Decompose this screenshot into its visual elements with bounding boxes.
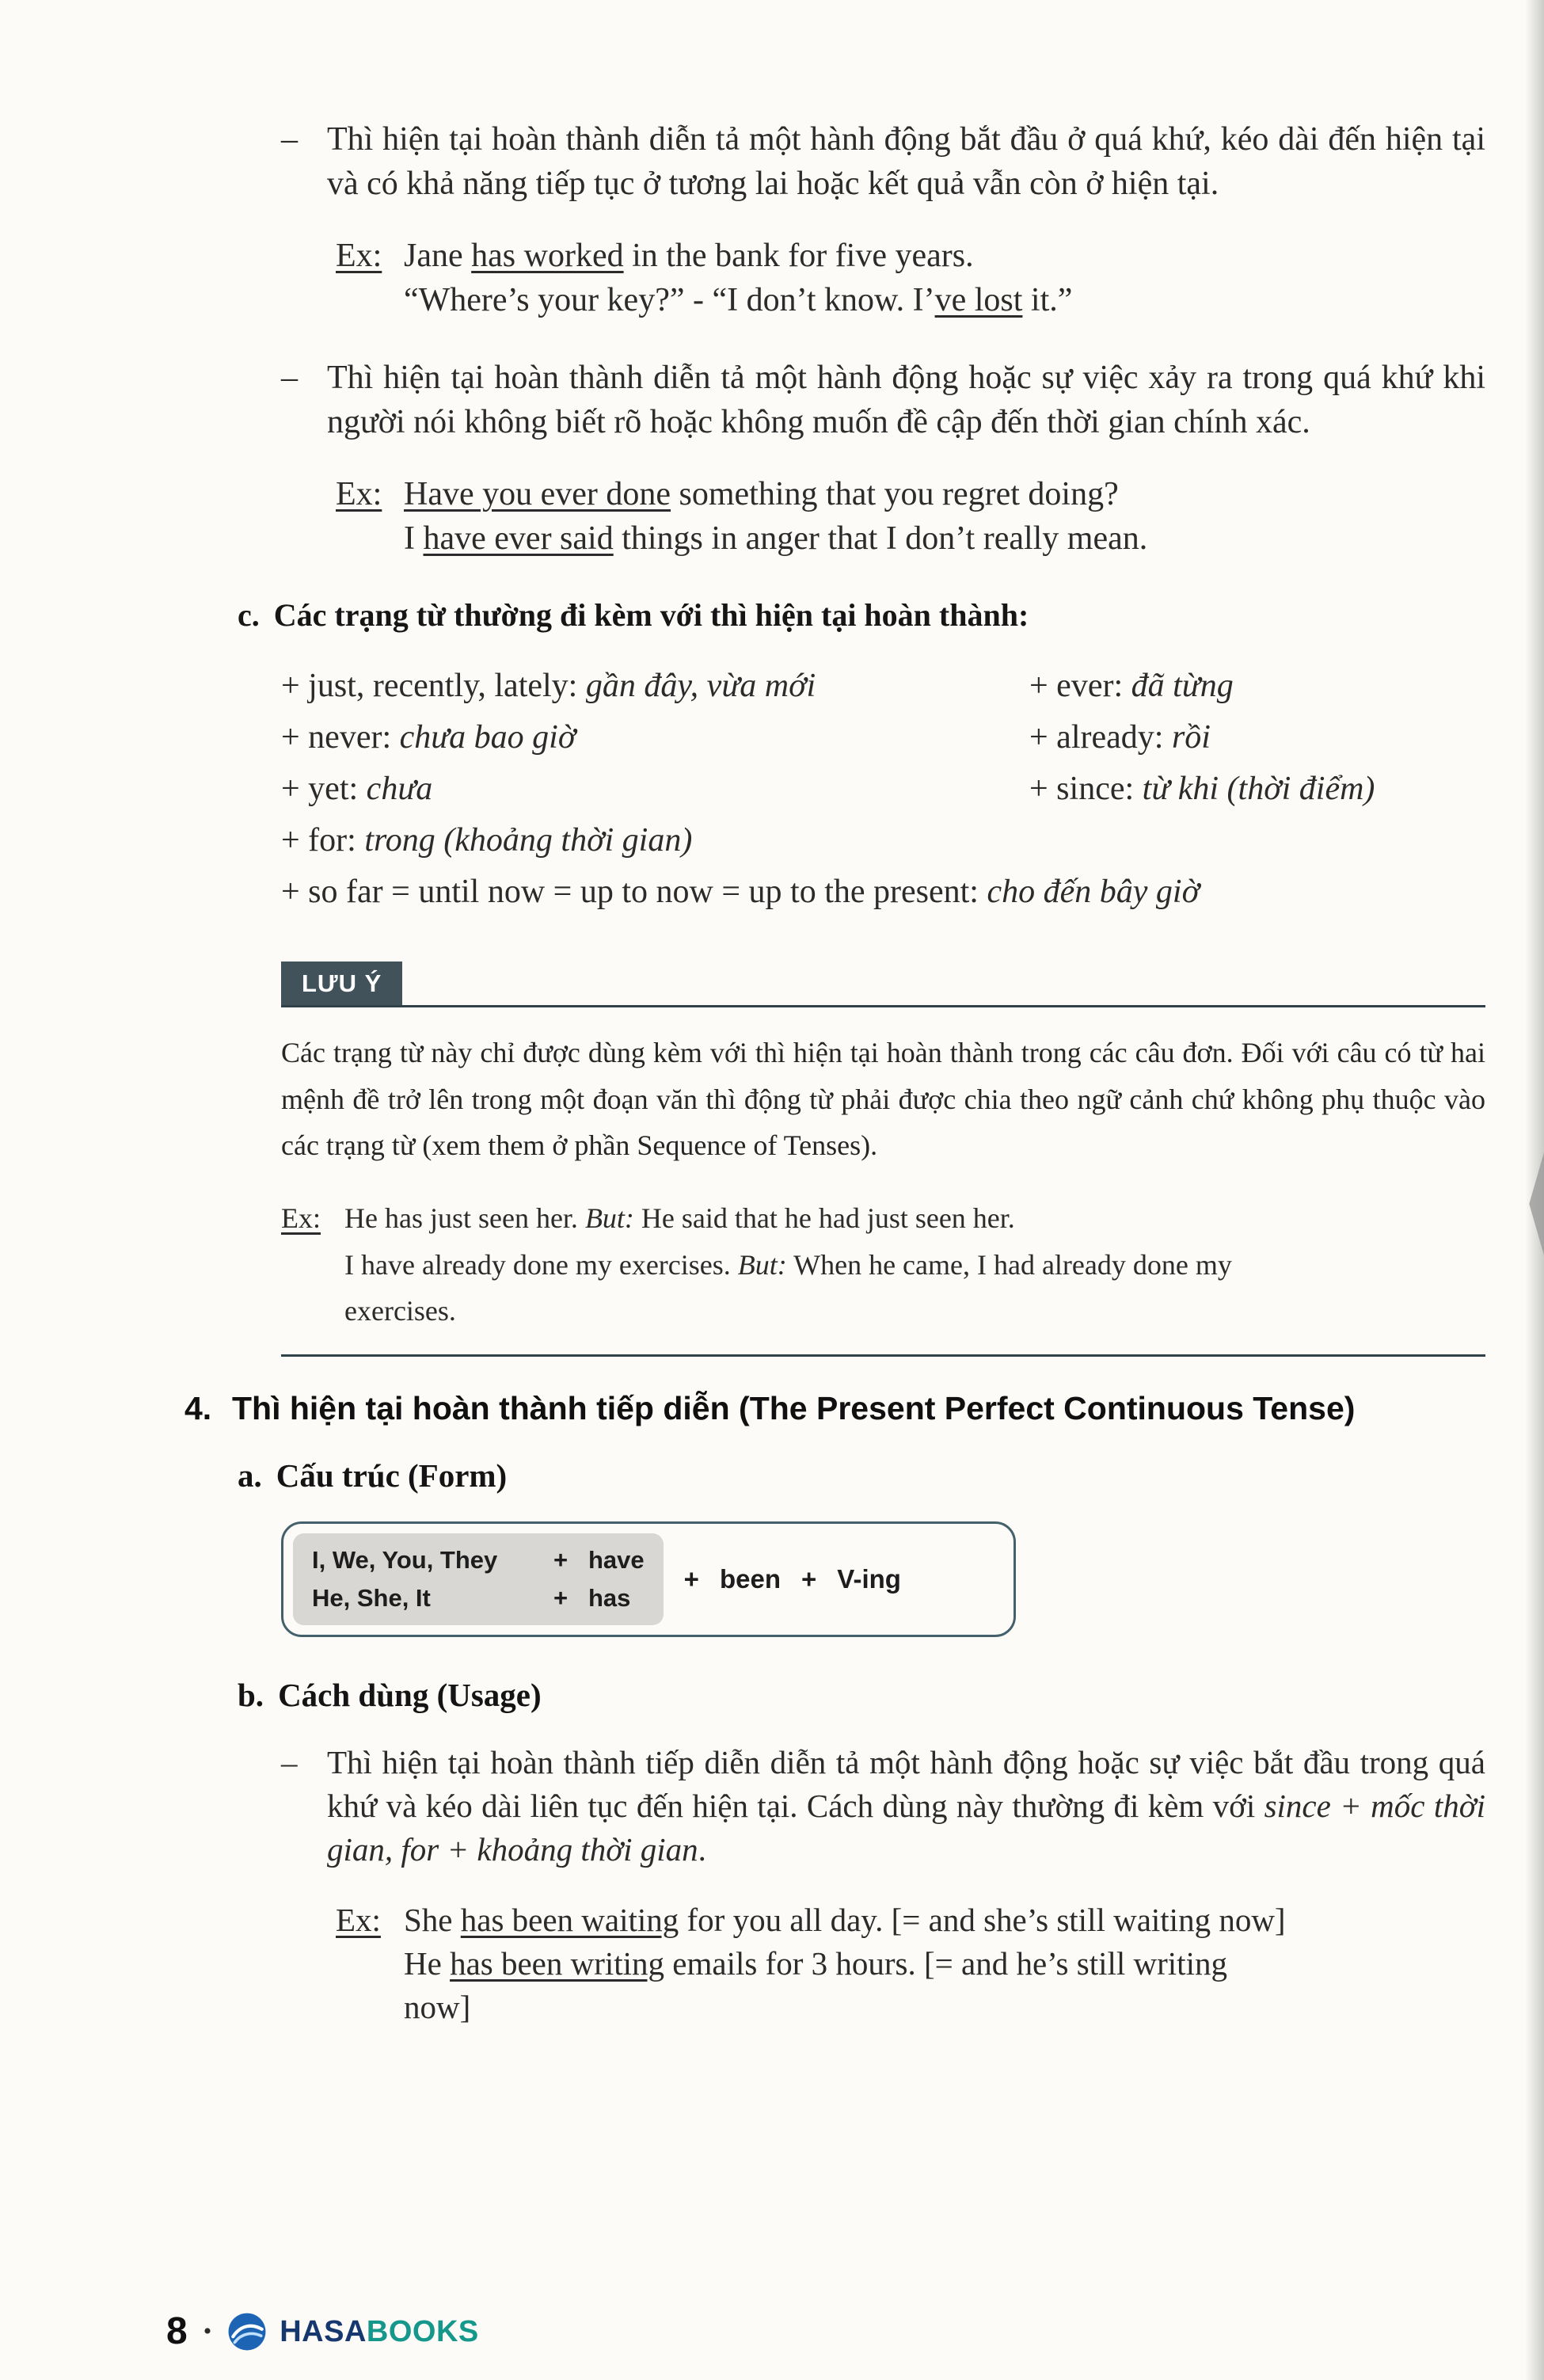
adverb-item bbox=[281, 815, 1029, 866]
example-lines bbox=[404, 1898, 1485, 2029]
plus-sign: + bbox=[553, 1584, 569, 1613]
bullet-text: Thì hiện tại hoàn thành diễn tả một hành động bắt đầu ở quá khứ, kéo dài đến hiện tại và có khả năng tiếp tục ở tương lai hoặc kết quả vẫn còn ở hiện tại. bbox=[327, 121, 1485, 203]
underlined-run: Have you ever done bbox=[404, 475, 671, 512]
example-line bbox=[344, 1242, 1485, 1288]
page-footer bbox=[166, 2306, 479, 2357]
text-run: emails for 3 hours. [= and he’s still writing bbox=[664, 1944, 1227, 1982]
form-subjects: He, She, It bbox=[312, 1584, 431, 1613]
ex-label-text: Ex: bbox=[336, 237, 382, 274]
adverb-vi: rồi bbox=[1171, 718, 1211, 756]
usage-bullet-3 bbox=[281, 1741, 1485, 1872]
page-number: 8 bbox=[166, 2310, 188, 2352]
subsection-number: b. bbox=[238, 1677, 264, 1714]
underlined-run: has been writing bbox=[450, 1944, 665, 1982]
subsection-title: Các trạng từ thường đi kèm với thì hiện tại hoàn thành: bbox=[273, 597, 1029, 634]
adverb-en: + for: bbox=[281, 822, 365, 859]
usage-bullet-2 bbox=[281, 356, 1485, 445]
text-run: “Where’s your key?” - “I don’t know. I’ bbox=[404, 281, 935, 318]
ex-label-text: Ex: bbox=[281, 1202, 321, 1235]
adverb-item bbox=[1029, 661, 1485, 712]
form-row bbox=[312, 1541, 645, 1579]
example-lines bbox=[344, 1195, 1485, 1334]
text-run: She bbox=[404, 1901, 461, 1938]
text-run: in the bank for five years. bbox=[623, 237, 974, 274]
page-content bbox=[184, 117, 1485, 2062]
section-title: Thì hiện tại hoàn thành tiếp diễn (The Present Perfect Continuous Tense) bbox=[232, 1390, 1356, 1427]
example-line bbox=[404, 278, 1485, 322]
underlined-run: has been waiting bbox=[460, 1901, 679, 1938]
text-run: for you all day. [= and she’s still waiting now] bbox=[679, 1901, 1286, 1938]
example-block-1 bbox=[336, 234, 1485, 323]
logo-text-books: BOOKS bbox=[366, 2314, 479, 2348]
example-lines bbox=[404, 472, 1485, 562]
logo-wordmark bbox=[280, 2312, 479, 2352]
adverb-vi: cho đến bây giờ bbox=[987, 874, 1200, 911]
adverb-row bbox=[281, 661, 1485, 712]
adverb-item bbox=[281, 661, 1029, 712]
text-run: Thì hiện tại hoàn thành tiếp diễn diễn tả một hành động hoặc sự việc bắt đầu trong quá khứ và kéo dài liên tục đến hiện tại. Cách dùng này thường đi kèm với bbox=[327, 1744, 1485, 1825]
example-block-2 bbox=[336, 472, 1485, 562]
italic-run: But: bbox=[737, 1248, 787, 1281]
adverb-item bbox=[281, 712, 1029, 764]
italic-run: since + mốc thời gian, for + khoảng thời gian bbox=[327, 1788, 1485, 1868]
adverb-item bbox=[1029, 764, 1485, 815]
subsection-title: Cách dùng (Usage) bbox=[278, 1677, 542, 1714]
dash-marker: – bbox=[281, 121, 298, 158]
form-auxiliary: have bbox=[588, 1546, 645, 1575]
example-line bbox=[404, 1898, 1485, 1942]
note-divider bbox=[281, 959, 1485, 1007]
adverb-en: + ever: bbox=[1029, 667, 1131, 704]
example-label bbox=[336, 234, 404, 323]
text-run: things in anger that I don’t really mean. bbox=[613, 520, 1148, 557]
subsection-a-heading bbox=[238, 1454, 1485, 1498]
example-line bbox=[404, 1942, 1485, 1986]
form-auxiliary: has bbox=[588, 1584, 631, 1613]
text-run: He has just seen her. bbox=[344, 1202, 585, 1235]
ex-label-text: Ex: bbox=[336, 475, 382, 512]
form-ving: V-ing bbox=[837, 1564, 901, 1594]
dash-marker: – bbox=[281, 360, 298, 397]
text-run: now] bbox=[404, 1988, 471, 2025]
section-number: 4. bbox=[184, 1390, 212, 1427]
adverb-en: + so far = until now = up to now = up to the present: bbox=[281, 874, 987, 911]
usage-bullet-1 bbox=[281, 117, 1485, 207]
adverb-vi: trong (khoảng thời gian) bbox=[364, 822, 693, 859]
adverb-row bbox=[281, 815, 1485, 866]
adverb-item bbox=[281, 764, 1029, 815]
note-example-block bbox=[281, 1195, 1485, 1334]
adverb-en: + yet: bbox=[281, 770, 367, 807]
section-divider-line bbox=[281, 1354, 1485, 1357]
text-run: I bbox=[404, 520, 424, 557]
subsection-b-heading bbox=[238, 1674, 1485, 1717]
subsection-number: c. bbox=[238, 597, 260, 634]
adverb-item-empty bbox=[1029, 815, 1485, 866]
adverb-en: + since: bbox=[1029, 770, 1143, 807]
example-label bbox=[336, 1898, 404, 2029]
bullet-text bbox=[327, 1741, 1485, 1872]
section-4-heading bbox=[184, 1387, 1485, 1430]
text-run: exercises. bbox=[344, 1294, 456, 1327]
subject-auxiliary-panel bbox=[293, 1533, 664, 1625]
example-line bbox=[344, 1195, 1485, 1241]
text-run: something that you regret doing? bbox=[671, 475, 1119, 512]
underlined-run: have ever said bbox=[423, 520, 614, 557]
text-run: He bbox=[404, 1944, 451, 1982]
note-label: LƯU Ý bbox=[281, 962, 402, 1005]
subsection-number: a. bbox=[238, 1457, 262, 1495]
example-line bbox=[404, 516, 1485, 561]
adverb-item bbox=[1029, 712, 1485, 764]
adverb-en: + never: bbox=[281, 718, 400, 756]
plus-sign: + bbox=[801, 1564, 817, 1594]
form-subjects: I, We, You, They bbox=[312, 1546, 498, 1575]
dash-marker: – bbox=[281, 1744, 298, 1781]
example-line bbox=[404, 472, 1485, 516]
form-been: been bbox=[719, 1564, 781, 1594]
adverb-row bbox=[281, 712, 1485, 764]
example-lines bbox=[404, 234, 1485, 323]
note-paragraph: Các trạng từ này chỉ được dùng kèm với thì hiện tại hoàn thành trong các câu đơn. Đối với câu có từ hai mệnh đề trở lên trong một đoạn văn thì động từ phải được chia theo ngữ cảnh chứ không phụ thuộc vào các trạng từ (xem them ở phần Sequence of Tenses). bbox=[281, 1037, 1485, 1161]
adverb-vi: gần đây, vừa mới bbox=[585, 667, 816, 704]
example-label bbox=[281, 1195, 344, 1334]
text-run: Jane bbox=[404, 237, 472, 274]
adverb-en: + already: bbox=[1029, 718, 1172, 756]
logo-text-hasa: HASA bbox=[280, 2314, 367, 2348]
plus-sign: + bbox=[553, 1546, 569, 1575]
subsection-c-heading bbox=[238, 594, 1485, 637]
underlined-run: ve lost bbox=[934, 281, 1023, 318]
hasabooks-logo-icon bbox=[227, 2312, 267, 2351]
text-run: When he came, I had already done my bbox=[786, 1248, 1232, 1281]
adverb-vi: chưa bbox=[366, 770, 433, 807]
form-row bbox=[312, 1579, 645, 1617]
form-structure-box bbox=[281, 1521, 1016, 1637]
plus-sign: + bbox=[683, 1564, 699, 1594]
text-run: . bbox=[698, 1831, 706, 1868]
text-run: it.” bbox=[1022, 281, 1073, 318]
adverb-row bbox=[281, 764, 1485, 815]
example-line bbox=[404, 234, 1485, 278]
example-line bbox=[344, 1288, 1485, 1334]
bullet-text: Thì hiện tại hoàn thành diễn tả một hành động hoặc sự việc xảy ra trong quá khứ khi người nói không biết rõ hoặc không muốn đề cập đến thời gian chính xác. bbox=[327, 360, 1485, 441]
example-block-3 bbox=[336, 1898, 1485, 2029]
adverb-vi: đã từng bbox=[1131, 667, 1234, 704]
example-label bbox=[336, 472, 404, 562]
adverb-list bbox=[281, 661, 1485, 918]
subsection-title: Cấu trúc (Form) bbox=[276, 1457, 508, 1495]
ex-label-text: Ex: bbox=[336, 1901, 381, 1938]
adverb-en: + just, recently, lately: bbox=[281, 667, 586, 704]
footer-bullet: • bbox=[203, 2318, 212, 2345]
text-run: He said that he had just seen her. bbox=[633, 1202, 1015, 1235]
italic-run: But: bbox=[584, 1202, 634, 1235]
adverb-row bbox=[281, 866, 1485, 918]
text-run: I have already done my exercises. bbox=[344, 1248, 738, 1281]
underlined-run: has worked bbox=[471, 237, 624, 274]
adverb-vi: từ khi (thời điểm) bbox=[1142, 770, 1375, 807]
adverb-vi: chưa bao giờ bbox=[399, 718, 576, 756]
example-line bbox=[404, 1986, 1485, 2029]
